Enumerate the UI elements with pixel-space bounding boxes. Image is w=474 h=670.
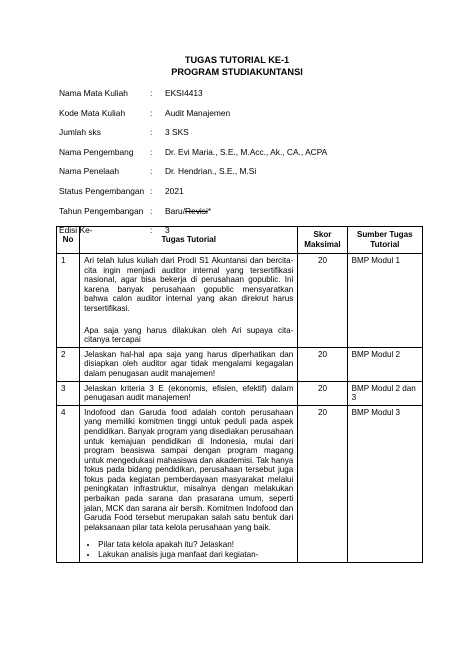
info-value: Audit Manajemen — [165, 107, 231, 118]
status-asterisk: * — [207, 205, 212, 216]
table-header-row — [57, 227, 423, 254]
info-colon: : — [150, 88, 153, 98]
row-number: 2 — [57, 347, 80, 381]
info-label: Jumlah sks — [59, 127, 101, 138]
task-cell — [80, 254, 298, 348]
info-value — [165, 206, 211, 216]
status-new: Baru/ — [165, 205, 186, 216]
source-cell: BMP Modul 2 — [347, 347, 422, 381]
table-row — [57, 254, 423, 348]
list-item: • Lakukan analisis juga manfaat dari kegiatan- — [98, 550, 293, 560]
info-value: 3 SKS — [165, 127, 189, 138]
info-label: Nama Penelaah — [59, 166, 120, 177]
info-label: Nama Pengembang — [59, 146, 134, 157]
table-row — [57, 405, 423, 562]
score-cell: 20 — [298, 381, 347, 405]
score-cell: 20 — [298, 405, 347, 562]
table-row — [57, 347, 423, 381]
row-number: 4 — [57, 405, 80, 562]
tutorial-table — [56, 226, 423, 563]
header-source: Sumber Tugas Tutorial — [347, 227, 422, 254]
info-colon: : — [150, 225, 153, 236]
info-label: Edisi Ke- — [59, 225, 93, 236]
info-value: 2021 — [165, 185, 184, 196]
header-no: No — [57, 227, 80, 254]
info-value: Dr. Hendrian., S.E., M.Si — [165, 166, 257, 177]
table-row — [57, 381, 423, 405]
source-cell: BMP Modul 3 — [347, 405, 422, 562]
source-cell: BMP Modul 2 dan 3 — [347, 381, 422, 405]
info-label: Status Pengembangan — [59, 185, 145, 196]
score-cell: 20 — [298, 254, 347, 348]
info-colon: : — [150, 166, 153, 177]
status-revisi: Revisi — [185, 205, 208, 216]
task-cell: Jelaskan kriteria 3 E (ekonomis, efisien, efektif) dalam penugasan audit manajemen! — [80, 381, 298, 405]
list-item: • Pilar tata kelola apakah itu? Jelaskan! — [98, 540, 293, 550]
score-cell: 20 — [298, 347, 347, 381]
row-number: 1 — [57, 254, 80, 348]
info-label: Kode Mata Kuliah — [59, 107, 126, 118]
info-value: EKSI4413 — [165, 88, 203, 98]
info-value: Dr. Evi Maria., S.E., M.Acc., Ak., CA., ACPA — [165, 146, 328, 157]
info-label: Tahun Pengembangan — [59, 205, 144, 216]
task-cell: Jelaskan hal-hal apa saja yang harus diperhatikan dan disiapkan oleh auditor agar tidak mengalami kegagalan dalam penugasan audit manajemen! — [80, 347, 298, 381]
info-label: Nama Mata Kuliah — [59, 88, 128, 98]
task-text: Ari telah lulus kuliah dari Prodi S1 Akuntansi dan bercita-cita ingin menjadi auditor internal yang tersertifikasi nasional, agar bisa bekerja di perusahaan gopublic. Ini karena banyak perusahaan gopublic mensyaratkan bahwa calon auditor internal yang akan direkrut harus tersertifikasi. — [84, 256, 294, 313]
info-colon: : — [150, 127, 153, 138]
header-skor: Skor Maksimal — [298, 227, 347, 254]
info-value: 3 — [165, 225, 170, 236]
info-colon: : — [150, 107, 153, 118]
source-cell: BMP Modul 1 — [347, 254, 422, 348]
task-text: Indofood dan Garuda food adalah contoh perusahaan yang memiliki komitmen tinggi untuk peduli pada aspek pendidikan. Banyak program yang disediakan perusahaan untuk kemajuan pendidikan di Indonesia, mulai dari program beasiswa sampai dengan program magang untuk mengedukasi mahasiswa dan akademisi. Tak hanya fokus pada bidang pendidikan, perusahaan tersebut juga fokus pada kegiatan pemberdayaan masyarakat melalui peningkatan infrastruktur, misalnya dengan melakukan perbaikan pada sarana dan prasarana umum, seperti jalan, MCK dan sarana air bersih. Komitmen Indofood dan Garuda Food tersebut merupakan salah satu bentuk dari pelaksanaan pilar tata kelola perusahaan yang baik. — [84, 407, 294, 532]
row-number: 3 — [57, 381, 80, 405]
info-colon: : — [150, 205, 153, 216]
task-cell — [80, 405, 298, 562]
document-subtitle: PROGRAM STUDIAKUNTANSI — [171, 67, 303, 77]
info-colon: : — [150, 185, 153, 196]
task-bullets — [84, 540, 293, 559]
document-title: TUGAS TUTORIAL KE-1 — [184, 55, 290, 65]
info-colon: : — [150, 146, 153, 157]
header-task: Tugas Tutorial — [80, 227, 298, 254]
task-question: Apa saja yang harus dilakukan oleh Ari supaya cita-citanya tercapai — [84, 325, 294, 345]
